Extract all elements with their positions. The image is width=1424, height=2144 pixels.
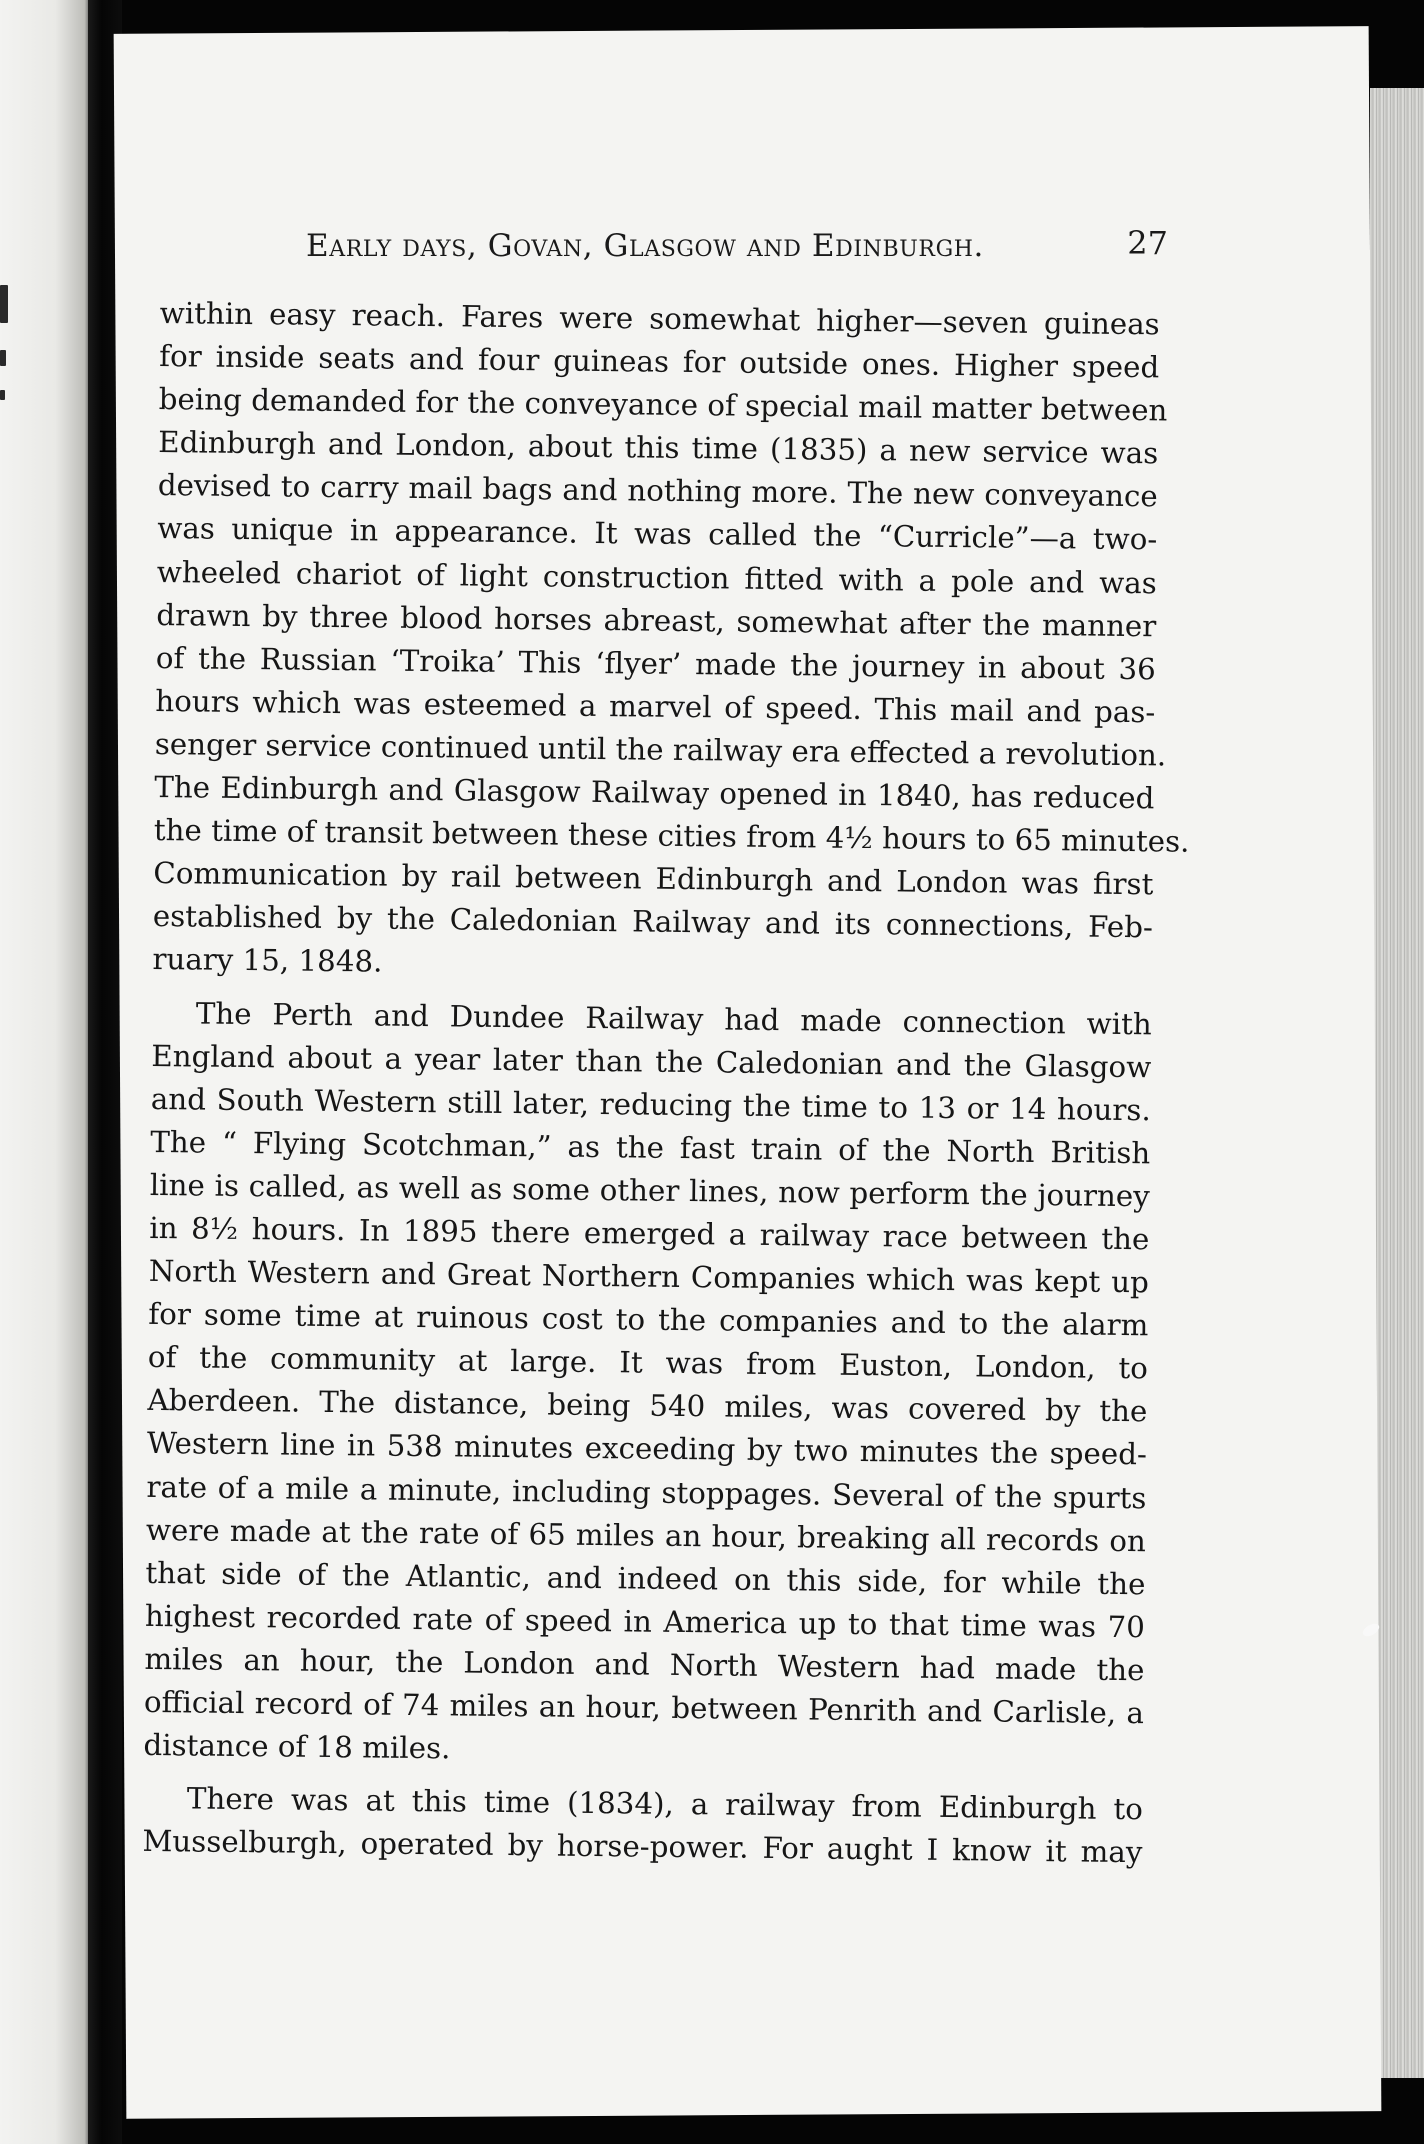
text-line: line is called, as well as some other lines, now perform the journey (149, 1167, 1150, 1214)
text-line: official record of 74 miles an hour, between Penrith and Carlisle, a (143, 1684, 1145, 1731)
text-line: North Western and Great Northern Companies which was kept up (148, 1254, 1150, 1300)
text-line: established by the Caledonian Railway and its connections, Feb- (152, 899, 1154, 945)
text-line: Edinburgh and London, about this time (1835) a new service was (158, 425, 1159, 471)
paragraph (142, 1777, 1143, 1875)
paragraph (152, 292, 1190, 993)
text-line: hours which was esteemed a marvel of speed. This mail and pas- (155, 683, 1156, 730)
facing-page-ink-mark (0, 350, 6, 366)
body-text (141, 292, 1190, 1943)
text-line: Communication by rail between Edinburgh and London was first (153, 856, 1154, 902)
text-line: of the community at large. It was from Euston, London, to (147, 1340, 1149, 1386)
text-line: within easy reach. Fares were somewhat higher—seven guineas (159, 295, 1160, 342)
text-line: Western line in 538 minutes exceeding by two minutes the speed- (146, 1426, 1148, 1472)
text-line: England about a year later than the Caledonian and the Glasgow (151, 1038, 1152, 1084)
text-line: There was at this time (1834), a railway from Edinburgh to (186, 1781, 1144, 1827)
text-line: that side of the Atlantic, and indeed on this side, for while the (145, 1555, 1146, 1601)
paragraph (143, 991, 1152, 1778)
text-line: highest recorded rate of speed in America up to that time was 70 (144, 1598, 1146, 1645)
text-line: senger service continued until the railway era effected a revolution. (154, 726, 1167, 773)
facing-page-ink-mark (0, 285, 8, 323)
page-number: 27 (1127, 224, 1168, 262)
text-line: in 8½ hours. In 1895 there emerged a railway race between the (149, 1210, 1150, 1257)
text-line: for some time at ruinous cost to the companies and to the alarm (148, 1297, 1149, 1343)
text-line: The “ Flying Scotchman,” as the fast train of the North British (150, 1124, 1151, 1171)
text-line: ruary 15, 1848. (152, 942, 383, 979)
text-line: Musselburgh, operated by horse-power. For aught I know it may (142, 1824, 1143, 1870)
text-line: for inside seats and four guineas for outside ones. Higher speed (159, 339, 1160, 385)
text-line: rate of a mile a minute, including stoppages. Several of the spurts (146, 1469, 1147, 1515)
text-line: were made at the rate of 65 miles an hour, breaking all records on (145, 1512, 1147, 1558)
text-line: drawn by three blood horses abreast, somewhat after the manner (156, 597, 1157, 643)
text-line: being demanded for the conveyance of special mail matter between (158, 382, 1168, 428)
text-line: and South Western still later, reducing the time to 13 or 14 hours. (150, 1081, 1151, 1127)
text-line: miles an hour, the London and North Western had made the (144, 1641, 1145, 1688)
facing-page-edge (0, 0, 92, 2144)
text-line: devised to carry mail bags and nothing more. The new conveyance (157, 468, 1158, 514)
text-line: the time of transit between these cities from 4½ hours to 65 minutes. (153, 813, 1190, 859)
text-line: The Edinburgh and Glasgow Railway opened in 1840, has reduced (154, 770, 1155, 816)
text-line: of the Russian ‘Troika’ This ‘flyer’ made the journey in about 36 (155, 640, 1156, 687)
facing-page-ink-mark (0, 390, 5, 400)
text-line: The Perth and Dundee Railway had made connection with (195, 995, 1152, 1041)
text-line: Aberdeen. The distance, being 540 miles, was covered by the (147, 1383, 1148, 1429)
text-line: wheeled chariot of light construction fitted with a pole and was (156, 554, 1157, 600)
running-head-title: Early days, Govan, Glasgow and Edinburgh. (306, 228, 984, 264)
text-line: distance of 18 miles. (143, 1728, 451, 1766)
text-line: was unique in appearance. It was called the “Curricle”—a two- (157, 511, 1158, 557)
running-head (185, 224, 1185, 278)
